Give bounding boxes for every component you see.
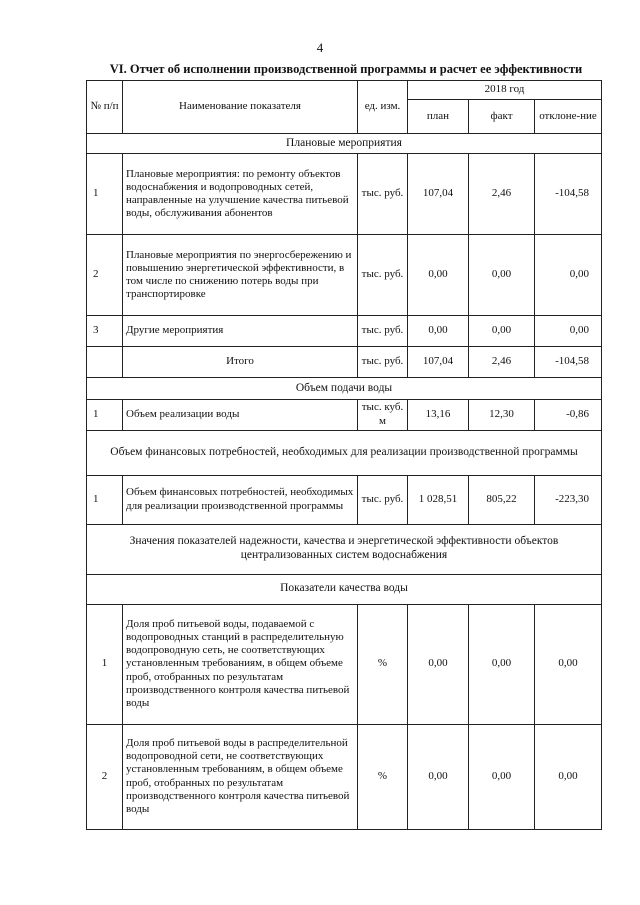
table-row <box>87 154 602 235</box>
row-dev: -104,58 <box>535 154 602 235</box>
row-fact: 2,46 <box>469 347 535 378</box>
row-unit: тыс. руб. <box>358 235 408 316</box>
page-number: 4 <box>316 40 324 55</box>
section-quality: Показатели качества воды <box>87 574 602 604</box>
row-name: Доля проб питьевой воды в распределительной водопроводной сети, не соответствующих установленным требованиям, в общем объеме проб, отобранных по результатам производственного контроля качества питьевой воды <box>123 724 358 829</box>
row-dev: 0,00 <box>535 724 602 829</box>
section-supply: Объем подачи воды <box>87 378 602 400</box>
row-num: 1 <box>87 475 123 524</box>
header-fact: факт <box>469 100 535 134</box>
header-deviation: отклоне-ние <box>535 100 602 134</box>
row-fact: 2,46 <box>469 154 535 235</box>
row-dev: -0,86 <box>535 400 602 431</box>
table-row <box>87 724 602 829</box>
row-dev: 0,00 <box>535 235 602 316</box>
row-unit: тыс. руб. <box>358 154 408 235</box>
row-num: 2 <box>87 235 123 316</box>
row-plan: 13,16 <box>408 400 469 431</box>
header-unit: ед. изм. <box>358 81 408 134</box>
row-fact: 0,00 <box>469 724 535 829</box>
row-unit: тыс. куб. м <box>358 400 408 431</box>
total-row <box>87 347 602 378</box>
row-fact: 805,22 <box>469 475 535 524</box>
section-title: VI. Отчет об исполнении производственной программы и расчет ее эффективности <box>109 62 583 76</box>
table-row <box>87 235 602 316</box>
row-plan: 1 028,51 <box>408 475 469 524</box>
row-num: 2 <box>87 724 123 829</box>
row-unit: тыс. руб. <box>358 475 408 524</box>
report-table <box>86 80 602 830</box>
row-fact: 0,00 <box>469 316 535 347</box>
section-planned: Плановые мероприятия <box>87 134 602 154</box>
row-num: 1 <box>87 604 123 724</box>
row-name: Плановые мероприятия по энергосбережению и повышению энергетической эффективности, в том числе по снижению потерь воды при транспортировке <box>123 235 358 316</box>
row-dev: 0,00 <box>535 604 602 724</box>
row-dev: 0,00 <box>535 316 602 347</box>
row-name: Другие мероприятия <box>123 316 358 347</box>
row-dev: -223,30 <box>535 475 602 524</box>
row-name: Объем финансовых потребностей, необходимых для реализации производственной программы <box>123 475 358 524</box>
row-plan: 0,00 <box>408 316 469 347</box>
table-row <box>87 400 602 431</box>
header-year: 2018 год <box>408 81 602 100</box>
row-plan: 0,00 <box>408 235 469 316</box>
row-plan: 107,04 <box>408 154 469 235</box>
row-name: Плановые мероприятия: по ремонту объектов водоснабжения и водопроводных сетей, направленные на улучшение качества питьевой воды, обслуживания абонентов <box>123 154 358 235</box>
row-num: 3 <box>87 316 123 347</box>
row-fact: 12,30 <box>469 400 535 431</box>
table-row <box>87 475 602 524</box>
row-num: 1 <box>87 400 123 431</box>
row-unit: тыс. руб. <box>358 347 408 378</box>
header-plan: план <box>408 100 469 134</box>
row-name: Доля проб питьевой воды, подаваемой с водопроводных станций в распределительную водопроводную сеть, не соответствующих установленным требованиям, в общем объеме проб, отобранных по результатам производственного контроля качества питьевой воды <box>123 604 358 724</box>
row-dev: -104,58 <box>535 347 602 378</box>
row-num: 1 <box>87 154 123 235</box>
row-num <box>87 347 123 378</box>
section-reliability: Значения показателей надежности, качества и энергетической эффективности объектов централизованных систем водоснабжения <box>87 524 602 574</box>
total-label: Итого <box>123 347 358 378</box>
row-name: Объем реализации воды <box>123 400 358 431</box>
row-plan: 107,04 <box>408 347 469 378</box>
row-plan: 0,00 <box>408 724 469 829</box>
row-fact: 0,00 <box>469 235 535 316</box>
table-row <box>87 604 602 724</box>
row-fact: 0,00 <box>469 604 535 724</box>
row-plan: 0,00 <box>408 604 469 724</box>
section-finance: Объем финансовых потребностей, необходимых для реализации производственной программы <box>87 430 602 475</box>
table-row <box>87 316 602 347</box>
header-num: № п/п <box>87 81 123 134</box>
row-unit: % <box>358 604 408 724</box>
row-unit: % <box>358 724 408 829</box>
row-unit: тыс. руб. <box>358 316 408 347</box>
header-name: Наименование показателя <box>123 81 358 134</box>
